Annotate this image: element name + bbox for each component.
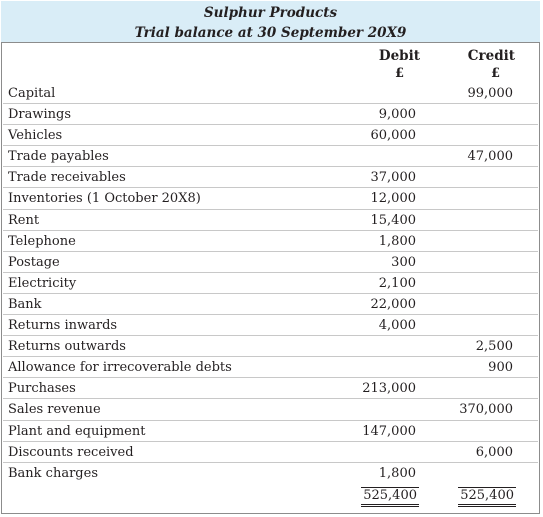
- table-row: [0, 167, 541, 188]
- table-row: [0, 315, 541, 336]
- account-name: Bank: [8, 296, 42, 312]
- credit-amount: 6,000: [475, 444, 513, 460]
- table-row: [0, 357, 541, 378]
- credit-amount: 370,000: [459, 402, 513, 418]
- debit-amount: 9,000: [378, 107, 416, 123]
- credit-amount: 99,000: [467, 86, 513, 101]
- credit-currency-symbol: £: [490, 66, 500, 81]
- table-header: [1, 1, 540, 43]
- account-name: Purchases: [8, 381, 76, 397]
- table-row: [0, 104, 541, 125]
- debit-amount: 4,000: [378, 318, 416, 334]
- credit-column-header: Credit: [467, 48, 515, 64]
- table-row: [0, 146, 541, 167]
- account-name: Allowance for irrecoverable debts: [8, 360, 232, 376]
- table-title: Trial balance at 30 September 20X9: [134, 25, 407, 41]
- table-row: [0, 231, 541, 252]
- debit-amount: 1,800: [378, 233, 416, 249]
- account-name: Returns inwards: [8, 318, 118, 334]
- table-row: [0, 125, 541, 146]
- credit-amount: 900: [488, 360, 513, 376]
- debit-amount: 15,400: [370, 212, 416, 228]
- debit-amount: 2,100: [378, 275, 416, 291]
- debit-amount: 300: [391, 254, 416, 270]
- account-name: Drawings: [8, 107, 72, 123]
- debit-amount: 147,000: [362, 423, 416, 439]
- company-name: Sulphur Products: [203, 5, 338, 21]
- debit-amount: 37,000: [370, 170, 416, 186]
- totals-row: [0, 487, 541, 507]
- table-row: [0, 294, 541, 315]
- account-name: Vehicles: [8, 128, 63, 144]
- account-name: Rent: [8, 212, 40, 228]
- debit-amount: 12,000: [370, 191, 416, 207]
- account-name: Discounts received: [8, 444, 134, 460]
- account-name: Trade receivables: [8, 170, 126, 186]
- account-name: Sales revenue: [8, 402, 101, 418]
- debit-total: 525,400: [361, 487, 419, 507]
- debit-amount: 22,000: [370, 296, 416, 312]
- table-row: [0, 421, 541, 442]
- table-row: [0, 463, 541, 484]
- table-row: [0, 399, 541, 420]
- account-name: Electricity: [8, 275, 77, 291]
- debit-currency-symbol: £: [394, 66, 404, 81]
- table-row: [0, 378, 541, 399]
- account-name: Returns outwards: [8, 339, 126, 355]
- debit-column-header: Debit: [378, 48, 420, 64]
- table-row: [0, 336, 541, 357]
- account-name: Bank charges: [8, 465, 98, 481]
- credit-amount: 47,000: [467, 149, 513, 165]
- table-row: [0, 273, 541, 294]
- account-name: Capital: [8, 86, 56, 101]
- debit-amount: 1,800: [378, 465, 416, 481]
- debit-amount: 213,000: [362, 381, 416, 397]
- credit-amount: 2,500: [475, 339, 513, 355]
- table-row: [0, 188, 541, 209]
- account-name: Postage: [8, 254, 60, 270]
- credit-total: 525,400: [458, 487, 516, 507]
- account-name: Plant and equipment: [8, 423, 146, 439]
- table-row: [0, 252, 541, 273]
- debit-amount: 60,000: [370, 128, 416, 144]
- table-row: [0, 442, 541, 463]
- table-row: [0, 83, 541, 104]
- account-name: Trade payables: [8, 149, 109, 165]
- ledger-rows: [0, 83, 541, 484]
- table-row: [0, 210, 541, 231]
- account-name: Inventories (1 October 20X8): [8, 191, 201, 207]
- account-name: Telephone: [8, 233, 76, 249]
